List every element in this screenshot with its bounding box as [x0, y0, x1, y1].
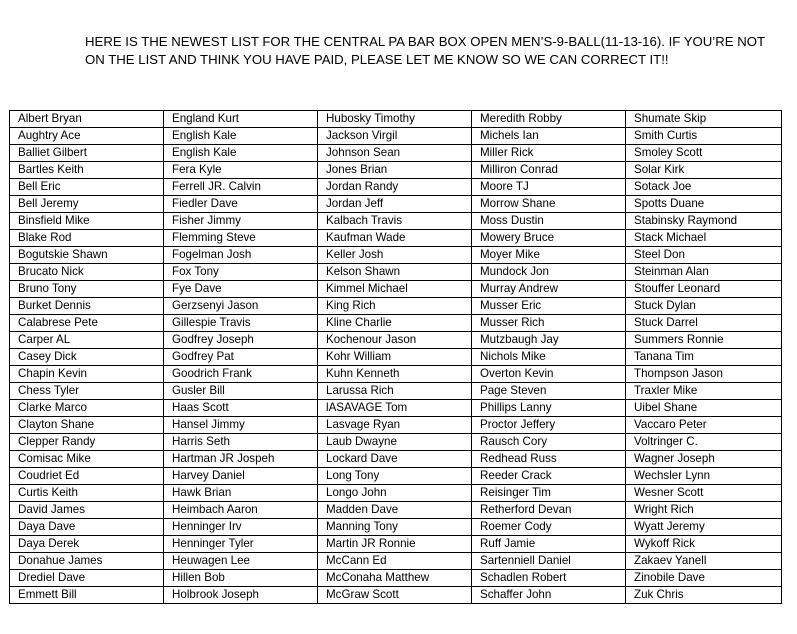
- player-name-cell: English Kale: [164, 128, 318, 145]
- player-name-cell: Bell Jeremy: [10, 196, 164, 213]
- player-name-cell: England Kurt: [164, 111, 318, 128]
- table-row: [10, 536, 782, 553]
- player-name-cell: Emmett Bill: [10, 587, 164, 604]
- player-name-cell: Chapin Kevin: [10, 366, 164, 383]
- player-name-cell: Blake Rod: [10, 230, 164, 247]
- player-name-cell: Daya Dave: [10, 519, 164, 536]
- player-name-cell: Stuck Darrel: [626, 315, 782, 332]
- table-row: [10, 332, 782, 349]
- table-row: [10, 264, 782, 281]
- player-name-cell: Kimmel Michael: [318, 281, 472, 298]
- player-name-cell: Bartles Keith: [10, 162, 164, 179]
- player-name-cell: Kalbach Travis: [318, 213, 472, 230]
- player-name-cell: Thompson Jason: [626, 366, 782, 383]
- table-row: [10, 451, 782, 468]
- player-name-cell: Meredith Robby: [472, 111, 626, 128]
- player-name-cell: Lasvage Ryan: [318, 417, 472, 434]
- player-name-cell: Moore TJ: [472, 179, 626, 196]
- table-row: [10, 179, 782, 196]
- player-name-cell: Voltringer C.: [626, 434, 782, 451]
- player-name-cell: Madden Dave: [318, 502, 472, 519]
- player-name-cell: Shumate Skip: [626, 111, 782, 128]
- player-name-cell: Carper AL: [10, 332, 164, 349]
- player-name-cell: Hansel Jimmy: [164, 417, 318, 434]
- player-name-cell: Fiedler Dave: [164, 196, 318, 213]
- player-name-cell: Tanana Tim: [626, 349, 782, 366]
- player-name-cell: Haas Scott: [164, 400, 318, 417]
- table-row: [10, 315, 782, 332]
- player-name-cell: Mowery Bruce: [472, 230, 626, 247]
- player-name-cell: Summers Ronnie: [626, 332, 782, 349]
- player-name-cell: Page Steven: [472, 383, 626, 400]
- player-name-cell: Kuhn Kenneth: [318, 366, 472, 383]
- player-name-cell: Clarke Marco: [10, 400, 164, 417]
- player-name-cell: Gerzsenyi Jason: [164, 298, 318, 315]
- player-name-cell: Binsfield Mike: [10, 213, 164, 230]
- table-row: [10, 417, 782, 434]
- table-row: [10, 502, 782, 519]
- player-name-cell: Zinobile Dave: [626, 570, 782, 587]
- player-name-cell: English Kale: [164, 145, 318, 162]
- player-name-cell: Fisher Jimmy: [164, 213, 318, 230]
- player-name-cell: Jones Brian: [318, 162, 472, 179]
- player-name-cell: Miller Rick: [472, 145, 626, 162]
- player-name-cell: Kelson Shawn: [318, 264, 472, 281]
- player-name-cell: Harvey Daniel: [164, 468, 318, 485]
- player-name-cell: Kaufman Wade: [318, 230, 472, 247]
- player-name-cell: Godfrey Joseph: [164, 332, 318, 349]
- player-name-cell: Jackson Virgil: [318, 128, 472, 145]
- player-name-cell: Murray Andrew: [472, 281, 626, 298]
- player-name-cell: Zakaev Yanell: [626, 553, 782, 570]
- player-name-cell: Bogutskie Shawn: [10, 247, 164, 264]
- player-name-cell: Jordan Jeff: [318, 196, 472, 213]
- player-name-cell: Heimbach Aaron: [164, 502, 318, 519]
- player-name-cell: Fox Tony: [164, 264, 318, 281]
- player-name-cell: Wyatt Jeremy: [626, 519, 782, 536]
- player-name-cell: Hubosky Timothy: [318, 111, 472, 128]
- player-name-cell: Steel Don: [626, 247, 782, 264]
- player-name-cell: Curtis Keith: [10, 485, 164, 502]
- player-name-cell: Stuck Dylan: [626, 298, 782, 315]
- player-name-cell: Morrow Shane: [472, 196, 626, 213]
- player-name-cell: lASAVAGE Tom: [318, 400, 472, 417]
- table-row: [10, 196, 782, 213]
- player-name-cell: Drediel Dave: [10, 570, 164, 587]
- player-name-cell: Godfrey Pat: [164, 349, 318, 366]
- player-name-cell: McGraw Scott: [318, 587, 472, 604]
- player-name-cell: Johnson Sean: [318, 145, 472, 162]
- player-name-cell: Hillen Bob: [164, 570, 318, 587]
- player-name-cell: Wagner Joseph: [626, 451, 782, 468]
- notice-line-2: ON THE LIST AND THINK YOU HAVE PAID, PLEASE LET ME KNOW SO WE CAN CORRECT IT!!: [85, 52, 669, 67]
- table-row: [10, 468, 782, 485]
- player-name-cell: Calabrese Pete: [10, 315, 164, 332]
- table-row: [10, 434, 782, 451]
- player-name-cell: Musser Eric: [472, 298, 626, 315]
- player-name-cell: Traxler Mike: [626, 383, 782, 400]
- player-name-cell: Proctor Jeffery: [472, 417, 626, 434]
- table-row: [10, 400, 782, 417]
- player-name-cell: Long Tony: [318, 468, 472, 485]
- player-name-cell: Hartman JR Jospeh: [164, 451, 318, 468]
- player-name-cell: Kline Charlie: [318, 315, 472, 332]
- player-name-cell: Laub Dwayne: [318, 434, 472, 451]
- table-row: [10, 128, 782, 145]
- player-name-cell: Wright Rich: [626, 502, 782, 519]
- table-row: [10, 281, 782, 298]
- table-row: [10, 230, 782, 247]
- player-name-cell: Reeder Crack: [472, 468, 626, 485]
- player-name-cell: Vaccaro Peter: [626, 417, 782, 434]
- player-name-cell: Roemer Cody: [472, 519, 626, 536]
- table-row: [10, 213, 782, 230]
- player-name-cell: Henninger Irv: [164, 519, 318, 536]
- player-name-cell: Bell Eric: [10, 179, 164, 196]
- player-name-cell: Clepper Randy: [10, 434, 164, 451]
- player-name-cell: Larussa Rich: [318, 383, 472, 400]
- notice-text: [85, 33, 765, 69]
- player-name-cell: Harris Seth: [164, 434, 318, 451]
- player-name-cell: Retherford Devan: [472, 502, 626, 519]
- player-name-cell: King Rich: [318, 298, 472, 315]
- player-name-cell: Balliet Gilbert: [10, 145, 164, 162]
- table-row: [10, 349, 782, 366]
- player-name-cell: Martin JR Ronnie: [318, 536, 472, 553]
- player-name-cell: Jordan Randy: [318, 179, 472, 196]
- player-name-cell: Spotts Duane: [626, 196, 782, 213]
- table-row: [10, 383, 782, 400]
- player-name-cell: Brucato Nick: [10, 264, 164, 281]
- player-name-cell: Michels Ian: [472, 128, 626, 145]
- player-name-cell: Milliron Conrad: [472, 162, 626, 179]
- player-name-cell: Kohr William: [318, 349, 472, 366]
- player-name-cell: Smith Curtis: [626, 128, 782, 145]
- player-name-cell: Flemming Steve: [164, 230, 318, 247]
- player-name-cell: Donahue James: [10, 553, 164, 570]
- player-name-cell: Steinman Alan: [626, 264, 782, 281]
- player-name-cell: Longo John: [318, 485, 472, 502]
- player-name-cell: Manning Tony: [318, 519, 472, 536]
- player-name-cell: Wechsler Lynn: [626, 468, 782, 485]
- player-name-cell: Hawk Brian: [164, 485, 318, 502]
- player-name-cell: Schadlen Robert: [472, 570, 626, 587]
- table-row: [10, 587, 782, 604]
- player-name-cell: Sotack Joe: [626, 179, 782, 196]
- player-name-cell: Fye Dave: [164, 281, 318, 298]
- player-name-cell: Coudriet Ed: [10, 468, 164, 485]
- player-name-cell: Schaffer John: [472, 587, 626, 604]
- table-row: [10, 162, 782, 179]
- table-row: [10, 485, 782, 502]
- player-name-cell: Stabinsky Raymond: [626, 213, 782, 230]
- player-name-cell: Bruno Tony: [10, 281, 164, 298]
- player-name-cell: Holbrook Joseph: [164, 587, 318, 604]
- player-name-cell: Albert Bryan: [10, 111, 164, 128]
- player-name-cell: Redhead Russ: [472, 451, 626, 468]
- player-name-cell: Rausch Cory: [472, 434, 626, 451]
- table-row: [10, 570, 782, 587]
- player-name-cell: Ferrell JR. Calvin: [164, 179, 318, 196]
- player-name-cell: Henninger Tyler: [164, 536, 318, 553]
- player-name-cell: Chess Tyler: [10, 383, 164, 400]
- player-name-cell: David James: [10, 502, 164, 519]
- player-roster-body: [10, 111, 782, 604]
- player-name-cell: Fera Kyle: [164, 162, 318, 179]
- player-name-cell: Comisac Mike: [10, 451, 164, 468]
- player-name-cell: Uibel Shane: [626, 400, 782, 417]
- player-name-cell: Wesner Scott: [626, 485, 782, 502]
- table-row: [10, 553, 782, 570]
- player-name-cell: Nichols Mike: [472, 349, 626, 366]
- player-name-cell: Gusler Bill: [164, 383, 318, 400]
- player-name-cell: Musser Rich: [472, 315, 626, 332]
- player-name-cell: Clayton Shane: [10, 417, 164, 434]
- player-name-cell: Fogelman Josh: [164, 247, 318, 264]
- notice-line-1: HERE IS THE NEWEST LIST FOR THE CENTRAL PA BAR BOX OPEN MEN’S-9-BALL(11-13-16). IF YOU’RE NOT: [85, 34, 766, 49]
- player-name-cell: Phillips Lanny: [472, 400, 626, 417]
- player-name-cell: Smoley Scott: [626, 145, 782, 162]
- player-name-cell: Aughtry Ace: [10, 128, 164, 145]
- player-name-cell: Stack Michael: [626, 230, 782, 247]
- table-row: [10, 247, 782, 264]
- player-name-cell: Heuwagen Lee: [164, 553, 318, 570]
- player-name-cell: Burket Dennis: [10, 298, 164, 315]
- player-name-cell: Moss Dustin: [472, 213, 626, 230]
- player-name-cell: Gillespie Travis: [164, 315, 318, 332]
- player-name-cell: Lockard Dave: [318, 451, 472, 468]
- player-name-cell: McConaha Matthew: [318, 570, 472, 587]
- player-roster-table: [9, 110, 782, 604]
- table-row: [10, 519, 782, 536]
- player-name-cell: Solar Kirk: [626, 162, 782, 179]
- player-name-cell: Kochenour Jason: [318, 332, 472, 349]
- table-row: [10, 111, 782, 128]
- table-row: [10, 298, 782, 315]
- player-name-cell: Mutzbaugh Jay: [472, 332, 626, 349]
- player-name-cell: Zuk Chris: [626, 587, 782, 604]
- player-name-cell: Goodrich Frank: [164, 366, 318, 383]
- table-row: [10, 366, 782, 383]
- player-name-cell: Mundock Jon: [472, 264, 626, 281]
- player-name-cell: Casey Dick: [10, 349, 164, 366]
- table-row: [10, 145, 782, 162]
- player-name-cell: Moyer Mike: [472, 247, 626, 264]
- player-name-cell: Wykoff Rick: [626, 536, 782, 553]
- player-name-cell: Reisinger Tim: [472, 485, 626, 502]
- player-name-cell: Stouffer Leonard: [626, 281, 782, 298]
- player-name-cell: Overton Kevin: [472, 366, 626, 383]
- player-name-cell: McCann Ed: [318, 553, 472, 570]
- player-name-cell: Keller Josh: [318, 247, 472, 264]
- player-name-cell: Daya Derek: [10, 536, 164, 553]
- player-name-cell: Ruff Jamie: [472, 536, 626, 553]
- player-name-cell: Sartenniell Daniel: [472, 553, 626, 570]
